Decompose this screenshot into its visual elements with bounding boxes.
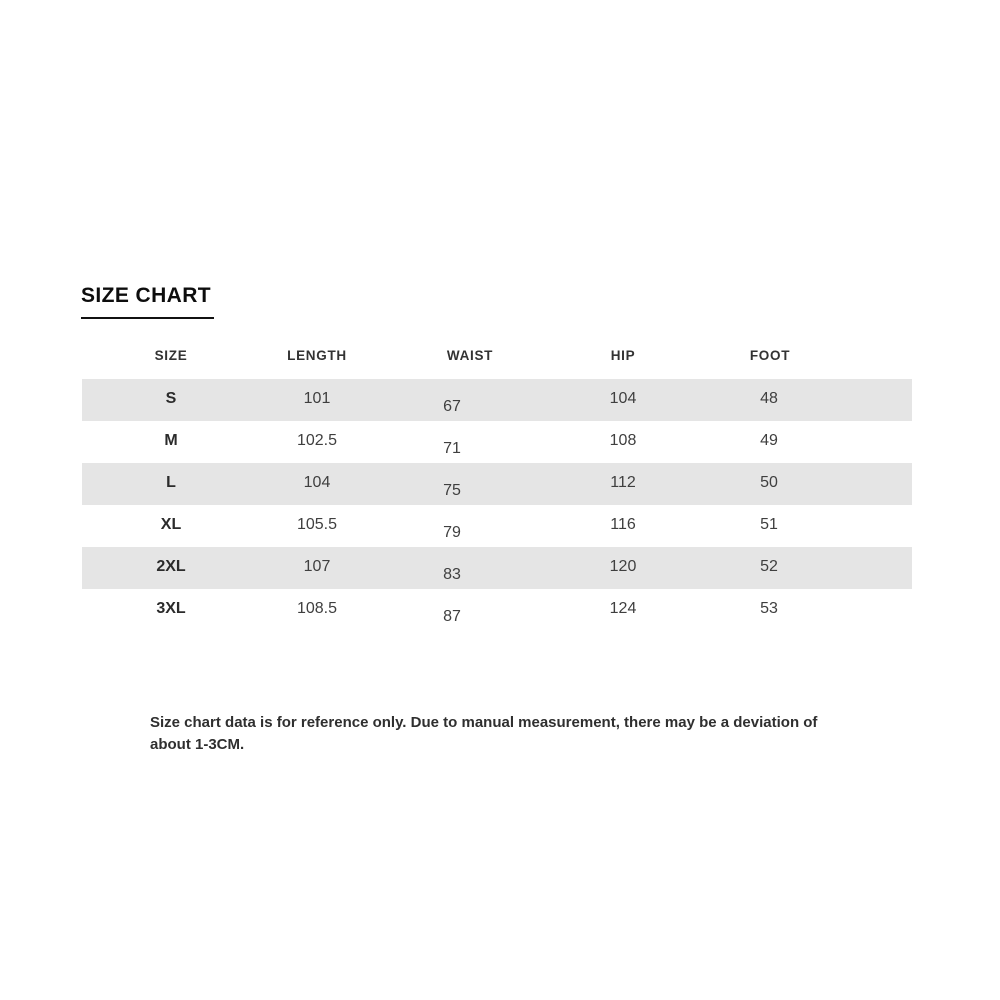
cell-foot: 48 [760, 390, 778, 407]
table-row [82, 505, 912, 547]
cell-size: M [164, 432, 178, 449]
column-header-length: LENGTH [287, 348, 347, 363]
column-header-size: SIZE [154, 348, 188, 363]
cell-hip: 120 [609, 558, 637, 575]
table-row [82, 547, 912, 589]
cell-waist: 87 [443, 608, 461, 625]
cell-hip: 112 [610, 474, 636, 491]
table-row [82, 421, 912, 463]
size-chart-table [82, 337, 912, 631]
cell-waist: 75 [443, 482, 461, 499]
column-header-hip: HIP [610, 348, 636, 363]
cell-length: 105.5 [296, 516, 338, 533]
cell-size: L [166, 474, 176, 491]
cell-size: 3XL [156, 600, 186, 617]
cell-foot: 52 [760, 558, 778, 575]
cell-length: 102.5 [296, 432, 338, 449]
page-title: SIZE CHART [81, 284, 211, 307]
cell-length: 108.5 [296, 600, 338, 617]
cell-foot: 50 [760, 474, 778, 491]
table-row [82, 589, 912, 631]
cell-waist: 67 [443, 398, 461, 415]
cell-length: 107 [303, 558, 331, 575]
cell-foot: 51 [760, 516, 778, 533]
title-underline-divider [81, 317, 214, 319]
column-header-waist: WAIST [446, 348, 494, 363]
cell-size: 2XL [156, 558, 186, 575]
measurement-disclaimer: Size chart data is for reference only. Due to manual measurement, there may be a deviation of about 1-3CM. [150, 714, 818, 753]
cell-size: S [165, 390, 177, 407]
cell-hip: 108 [609, 432, 637, 449]
table-row [82, 463, 912, 505]
table-row [82, 379, 912, 421]
cell-waist: 71 [443, 440, 461, 457]
cell-waist: 83 [443, 566, 461, 583]
table-header-row [82, 337, 912, 379]
cell-waist: 79 [443, 524, 461, 541]
column-header-foot: FOOT [749, 348, 791, 363]
cell-hip: 116 [610, 516, 636, 533]
cell-hip: 124 [609, 600, 637, 617]
cell-size: XL [160, 516, 182, 533]
cell-foot: 53 [760, 600, 778, 617]
cell-length: 101 [303, 390, 331, 407]
cell-length: 104 [303, 474, 331, 491]
cell-foot: 49 [760, 432, 778, 449]
cell-hip: 104 [609, 390, 637, 407]
